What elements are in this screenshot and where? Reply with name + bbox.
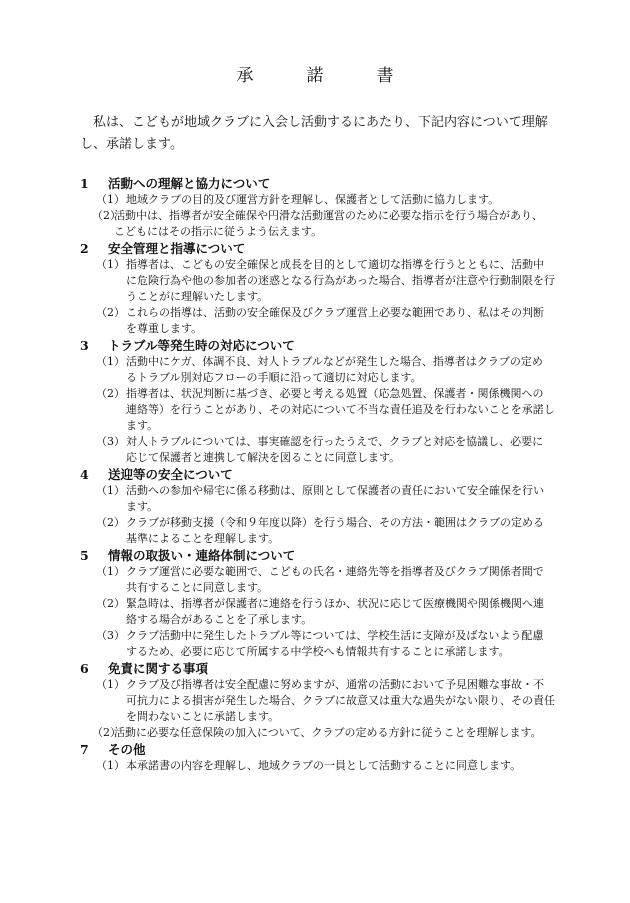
item-label: （1） <box>96 678 125 691</box>
item-text: クラブ活動中に発生したトラブル等については、学校生活に支障が及ばないよう配慮 するため、必要に応じて所属する中学校へも情報共有することに承諾します。 <box>126 629 544 658</box>
intro-paragraph: 私は、こどもが地域クラブに入会し活動するにあたり、下記内容について理解し、承諾します。 <box>80 115 548 152</box>
item-label: （1） <box>96 565 125 578</box>
item-label: （1） <box>96 258 125 271</box>
section-heading <box>80 660 560 677</box>
section-title: トラブル等発生時の対応について <box>108 338 295 353</box>
sections-container <box>80 175 560 774</box>
section-number: 5 <box>80 548 89 563</box>
section-title: 安全管理と指導について <box>108 241 246 256</box>
section-heading <box>80 547 560 564</box>
list-item <box>80 515 560 547</box>
item-text: 緊急時は、指導者が保護者に連絡を行うほか、状況に応じて医療機関や関係機関へ連 絡する場合があることを了承します。 <box>126 597 544 626</box>
item-text: これらの指導は、活動の安全確保及びクラブ運営上必要な範囲であり、私はその判断 を尊重します。 <box>126 306 544 335</box>
item-label: （2） <box>96 597 125 610</box>
item-text: 活動中は、指導者が安全確保や円滑な活動運営のために必要な指示を行う場合があり、 こどもにはその指示に従うよう伝えます。 <box>114 209 543 238</box>
section-title: その他 <box>108 742 146 757</box>
section-3 <box>80 337 560 466</box>
section-number: 7 <box>80 742 89 757</box>
list-item <box>80 628 560 660</box>
item-text: クラブ運営に必要な範囲で、こどもの氏名・連絡先等を指導者及びクラブ関係者間で 共有することに同意します。 <box>126 565 544 594</box>
list-item <box>80 483 560 515</box>
list-item <box>80 192 560 208</box>
document-title: 承 諾 書 <box>236 66 412 86</box>
item-text: 活動中にケガ、体調不良、対人トラブルなどが発生した場合、指導者はクラブの定め るトラブル別対応フローの手順に沿って適切に対応します。 <box>126 355 543 384</box>
item-label: （2） <box>96 387 125 400</box>
item-label: （1） <box>96 193 125 206</box>
section-title: 免責に関する事項 <box>108 661 209 676</box>
section-title: 活動への理解と協力について <box>108 176 271 191</box>
list-item <box>80 305 560 337</box>
item-text: クラブ及び指導者は安全配慮に努めますが、通常の活動において予見困難な事故・不 可抗力による損害が発生した場合、クラブに故意又は重大な過失がない限り、その責任 を問わないことに承諾します。 <box>126 678 555 723</box>
section-2 <box>80 240 560 337</box>
item-label: （3） <box>96 629 125 642</box>
item-label: （2） <box>96 516 125 529</box>
item-text: 対人トラブルについては、事実確認を行ったうえで、クラブと対応を協議し、必要に 応じて保護者と連携して解決を図ることに同意します。 <box>126 435 544 464</box>
section-heading <box>80 466 560 483</box>
section-number: 6 <box>80 661 89 676</box>
section-6 <box>80 660 560 741</box>
item-text: 活動への参加や帰宅に係る移動は、原則として保護者の責任において安全確保を行い ます。 <box>126 484 544 513</box>
item-text: 指導者は、状況判断に基づき、必要と考える処置（応急処置、保護者・関係機関への 連絡等）を行うことがあり、その対応について不当な責任追及を行わないことを承諾し ます。 <box>126 387 555 432</box>
item-text: 地域クラブの目的及び運営方針を理解し、保護者として活動に協力します。 <box>126 193 500 206</box>
section-heading <box>80 240 560 257</box>
item-text: クラブが移動支援（令和９年度以降）を行う場合、その方法・範囲はクラブの定める 基準によることを理解します。 <box>126 516 544 545</box>
section-1 <box>80 175 560 240</box>
list-item <box>80 354 560 386</box>
section-title: 送迎等の安全について <box>108 467 233 482</box>
section-heading <box>80 741 560 758</box>
item-label: （2） <box>96 306 125 319</box>
section-7 <box>80 741 560 774</box>
item-label: （1） <box>96 355 125 368</box>
section-heading <box>80 337 560 354</box>
section-heading <box>80 175 560 192</box>
list-item <box>80 564 560 596</box>
section-4 <box>80 466 560 547</box>
item-text: 指導者は、こどもの安全確保と成長を目的として適切な指導を行うとともに、活動中 に危険行為や他の参加者の迷惑となる行為があった場合、指導者が注意や行動制限を行 うことがに理解いたします。 <box>126 258 555 303</box>
list-item <box>80 434 560 466</box>
list-item <box>80 386 560 434</box>
item-label: （1） <box>96 759 125 772</box>
item-label: （2） <box>92 209 121 222</box>
section-number: 4 <box>80 467 89 482</box>
item-label: （3） <box>96 435 125 448</box>
section-number: 1 <box>80 176 89 191</box>
item-text: 本承諾書の内容を理解し、地域クラブの一員として活動することに同意します。 <box>126 759 522 772</box>
item-label: （1） <box>96 484 125 497</box>
list-item <box>80 758 560 774</box>
list-item <box>80 257 560 305</box>
item-text: 活動に必要な任意保険の加入について、クラブの定める方針に従うことを理解します。 <box>114 726 542 739</box>
list-item <box>80 596 560 628</box>
section-number: 2 <box>80 241 89 256</box>
list-item <box>80 208 560 240</box>
section-5 <box>80 547 560 660</box>
section-number: 3 <box>80 338 89 353</box>
item-label: （2） <box>92 726 121 739</box>
list-item <box>80 725 560 741</box>
list-item <box>80 677 560 725</box>
section-title: 情報の取扱い・連絡体制について <box>108 548 296 563</box>
